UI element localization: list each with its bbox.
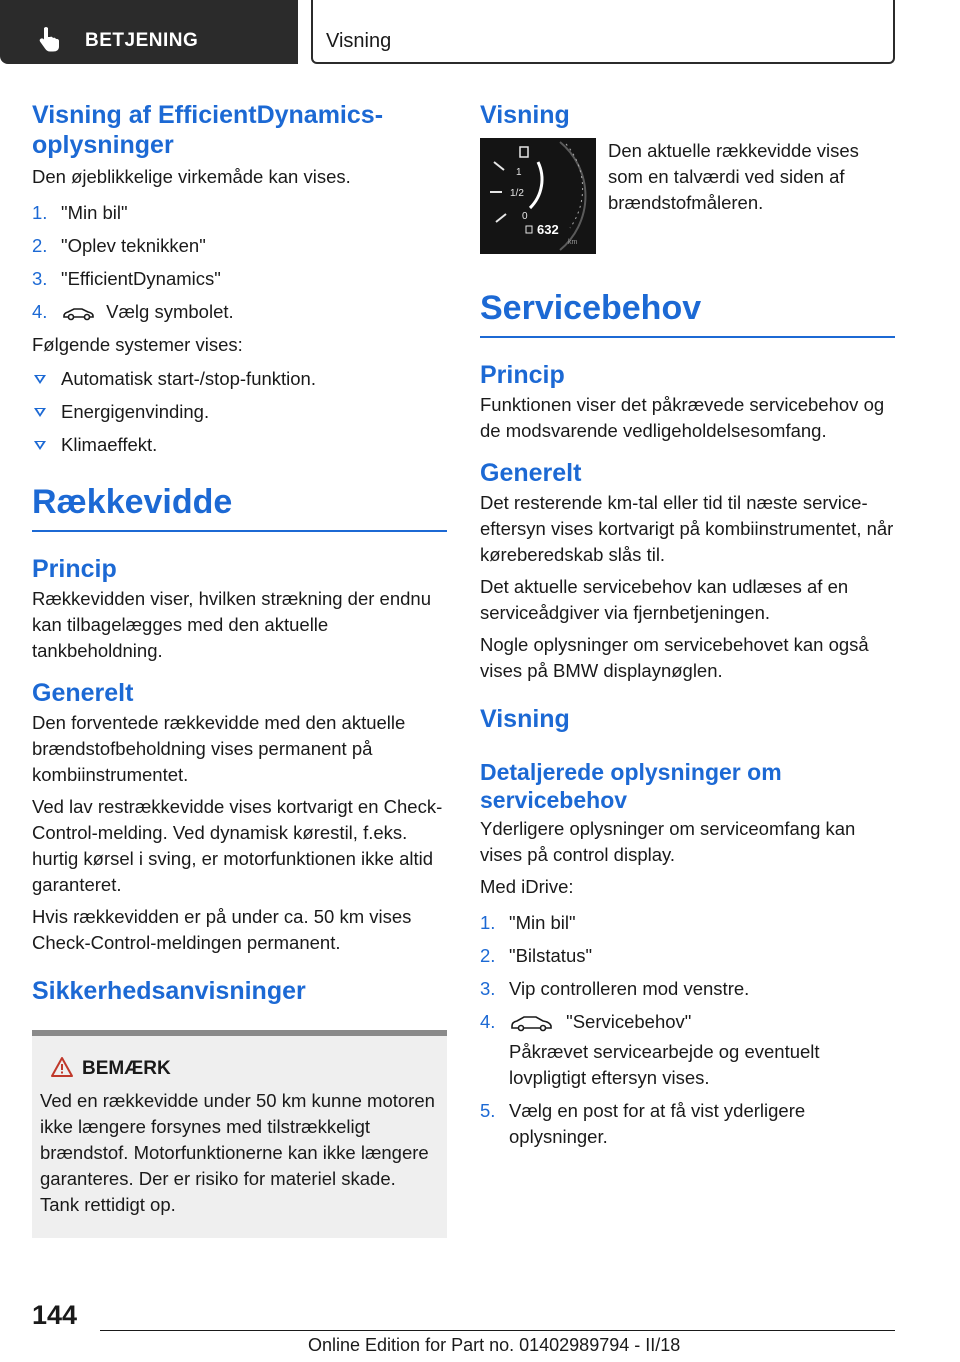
edition-text: Online Edition for Part no. 01402989794 - II/18 [308, 1335, 681, 1355]
heading-details: Detaljerede oplysninger om servicebehov [480, 759, 782, 813]
list-item: 1. "Min bil" [480, 912, 576, 933]
right-column [480, 100, 895, 1157]
list-item: 4. "Servicebehov" Påkrævet servicearbejde og eventuelt lovpligtigt eftersyn vises. [480, 1009, 895, 1091]
paragraph-efficient: Den øjeblikkelige virkemåde kan vises. [32, 166, 351, 187]
footer-rule [100, 1330, 895, 1331]
warning-box [32, 1030, 447, 1238]
paragraph-display: Den aktuelle rækkevidde vises som en talværdi ved siden af brændstofmåleren. [608, 140, 859, 213]
heading-general: Generelt [32, 679, 134, 707]
paragraph-idrive: Med iDrive: [480, 876, 574, 897]
gauge-range-value: 632 [537, 222, 559, 237]
heading-display: Visning [480, 101, 570, 129]
paragraph-general-3: Hvis rækkevidden er på under ca. 50 km vises Check-Control-meldingen permanent. [32, 906, 412, 953]
list-item: 2. "Oplev teknikken" [32, 235, 206, 256]
heading-range: Rækkevidde [32, 482, 447, 532]
gauge-label-zero: 0 [522, 211, 528, 222]
list-item: 4. Vælg symbolet. [32, 301, 234, 322]
list-item: Klimaeffekt. [32, 432, 447, 458]
car-efficiency-icon [61, 305, 97, 321]
paragraph-general-1: Den forventede rækkevidde med den aktuelle brændstofbeholdning vises permanent på kombiinstrumentet. [32, 712, 406, 785]
left-column [32, 100, 447, 1238]
heading-display-2: Visning [480, 705, 570, 733]
steps-list-1 [32, 200, 447, 325]
paragraph-general-service-1: Det resterende km-tal eller tid til næste service-eftersyn vises kortvarigt på kombiinstrumentet, når køreberedskab slås til. [480, 492, 894, 565]
paragraph-general-service-3: Nogle oplysninger om servicebehovet kan også vises på BMW displaynøglen. [480, 634, 869, 681]
gauge-range-unit: km [568, 239, 578, 246]
heading-principle-service: Princip [480, 361, 565, 389]
paragraph-details: Yderligere oplysninger om serviceomfang kan vises på control display. [480, 818, 856, 865]
car-service-icon [509, 1014, 555, 1032]
chapter-title: Visning [326, 30, 392, 52]
paragraph-general-service-2: Det aktuelle servicebehov kan udlæses af en serviceådgiver via fjernbetjeningen. [480, 576, 849, 623]
gauge-label-half: 1/2 [510, 188, 524, 199]
systems-list [32, 366, 447, 458]
heading-principle: Princip [32, 555, 117, 583]
step4-subtext: Påkrævet servicearbejde og eventuelt lovpligtigt eftersyn vises. [509, 1041, 820, 1088]
warning-text: Ved en rækkevidde under 50 km kunne motoren ikke længere forsynes med tilstrækkeligt brændstof. Motorfunktionerne kan ikke længere garanteres. Der er risiko for materiel skade. Tank rettidigt op. [40, 1090, 435, 1215]
warning-triangle-icon [50, 1056, 74, 1078]
section-title: BETJENING [85, 30, 199, 51]
list-item: 5. Vælg en post for at få vist yderligere oplysninger. [480, 1100, 806, 1147]
list-item: Energigenvinding. [32, 399, 447, 425]
paragraph-general-2: Ved lav restrækkevidde vises kortvarigt en Check-Control-melding. Ved dynamisk kørestil, f.eks. hurtig kørsel i sving, er motorfunktionen ikke altid garanteret. [32, 796, 443, 895]
fuel-gauge-image [480, 138, 596, 254]
paragraph-principle: Rækkevidden viser, hvilken strækning der endnu kan tilbagelægges med den aktuelle tankbeholdning. [32, 588, 431, 661]
list-item: 1. "Min bil" [32, 202, 128, 223]
heading-general-service: Generelt [480, 459, 582, 487]
heading-service: Servicebehov [480, 288, 895, 338]
systems-intro: Følgende systemer vises: [32, 334, 243, 355]
section-header [0, 0, 298, 64]
list-item: 3. "EfficientDynamics" [32, 268, 221, 289]
warning-title: BEMÆRK [82, 1058, 171, 1079]
gauge-label-one: 1 [516, 167, 522, 178]
list-item: 2. "Bilstatus" [480, 945, 593, 966]
heading-safety: Sikkerhedsanvisninger [32, 977, 306, 1005]
paragraph-principle-service: Funktionen viser det påkrævede servicebehov og de modsvarende vedligeholdelsesomfang. [480, 394, 885, 441]
page-number: 144 [32, 1300, 78, 1330]
steps-list-2 [480, 910, 895, 1150]
chapter-tab [311, 0, 895, 64]
heading-efficientdynamics: Visning af EfficientDynamics-oplysninger [32, 101, 384, 159]
list-item: 3. Vip controlleren mod venstre. [480, 978, 750, 999]
hand-pointer-icon [38, 26, 60, 52]
list-item: Automatisk start-/stop-funktion. [32, 366, 447, 392]
